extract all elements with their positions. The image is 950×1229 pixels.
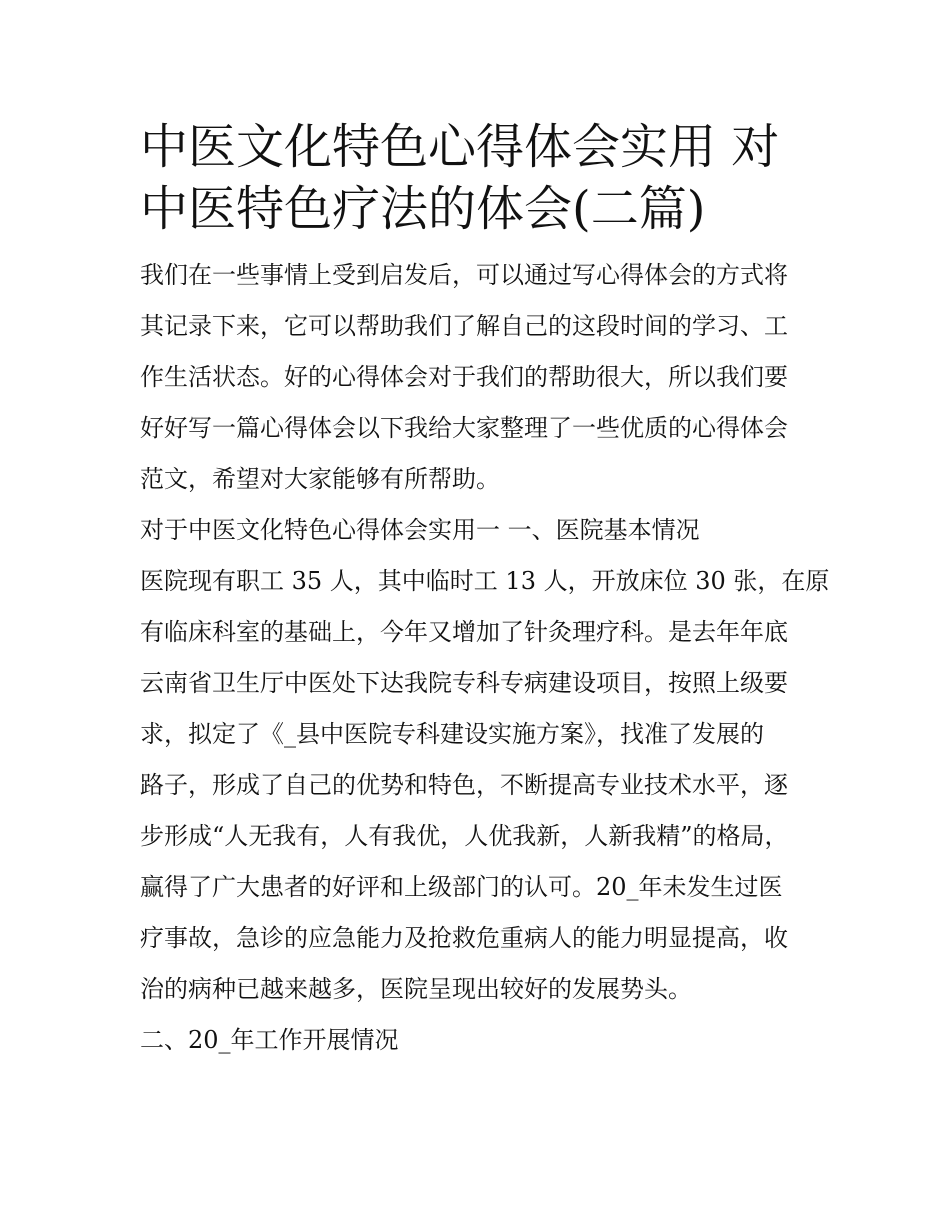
title-line: 中医特色疗法的体会(二篇) xyxy=(140,181,706,237)
text-line: 疗事故，急诊的应急能力及抢救危重病人的能力明显提高，收 xyxy=(140,924,788,952)
document-title xyxy=(140,116,816,240)
text-line: 我们在一些事情上受到启发后，可以通过写心得体会的方式将 xyxy=(140,261,788,289)
text-line: 有临床科室的基础上，今年又增加了针灸理疗科。是去年年底 xyxy=(140,618,788,646)
text-line: 作生活状态。好的心得体会对于我们的帮助很大，所以我们要 xyxy=(140,363,788,391)
intro-paragraph xyxy=(140,250,816,505)
text-line: 赢得了广大患者的好评和上级部门的认可。20_年未发生过医 xyxy=(140,873,783,901)
section-heading-paragraph xyxy=(140,505,816,556)
text-line: 好好写一篇心得体会以下我给大家整理了一些优质的心得体会 xyxy=(140,414,788,442)
text-line: 范文，希望对大家能够有所帮助。 xyxy=(140,465,500,493)
text-line: 求，拟定了《_县中医院专科建设实施方案》，找准了发展的 xyxy=(140,720,764,748)
text-line: 治的病种已越来越多，医院呈现出较好的发展势头。 xyxy=(140,975,692,1003)
document-body xyxy=(140,116,830,1066)
work-section-heading xyxy=(140,1015,816,1066)
text-line: 步形成“人无我有，人有我优，人优我新，人新我精”的格局， xyxy=(140,822,789,850)
text-line: 医院现有职工 35 人，其中临时工 13 人，开放床位 30 张，在原 xyxy=(140,567,830,595)
document-text xyxy=(140,250,830,1066)
title-line: 中医文化特色心得体会实用 对 xyxy=(140,119,780,175)
text-line: 云南省卫生厅中医处下达我院专科专病建设项目，按照上级要 xyxy=(140,669,788,697)
text-line: 二、20_年工作开展情况 xyxy=(140,1026,399,1054)
hospital-situation-paragraph xyxy=(140,556,830,1015)
text-line: 其记录下来，它可以帮助我们了解自己的这段时间的学习、工 xyxy=(140,312,788,340)
text-line: 对于中医文化特色心得体会实用一 一、医院基本情况 xyxy=(140,516,700,544)
text-line: 路子，形成了自己的优势和特色，不断提高专业技术水平，逐 xyxy=(140,771,788,799)
